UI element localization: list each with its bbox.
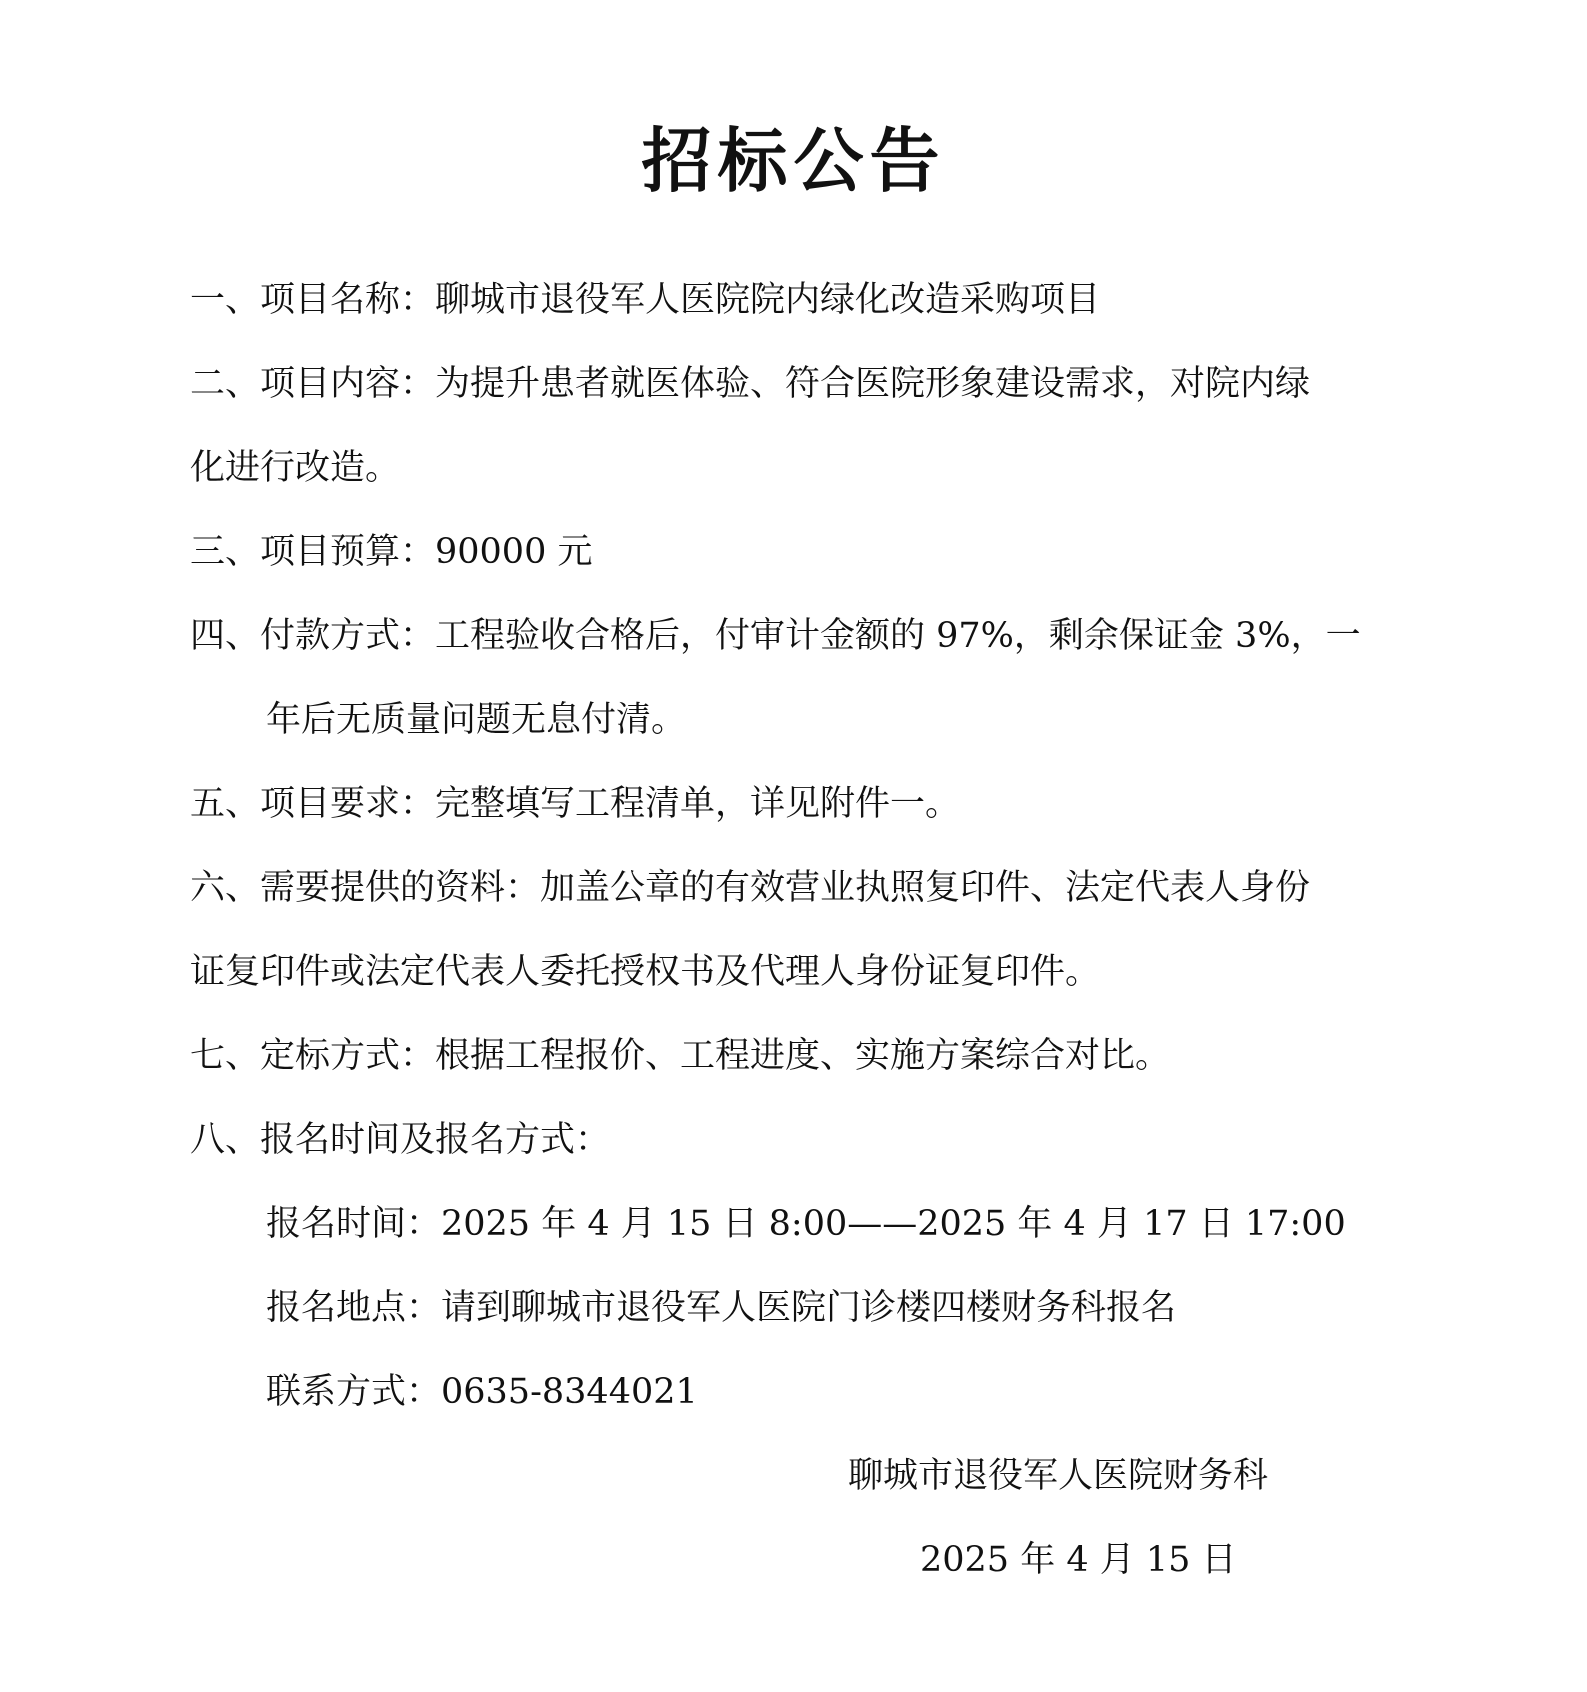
section-project-content-line1: 二、项目内容：为提升患者就医体验、符合医院形象建设需求，对院内绿 xyxy=(190,364,1311,404)
signature-organization: 聊城市退役军人医院财务科 xyxy=(848,1456,1269,1496)
section-award-method: 七、定标方式：根据工程报价、工程进度、实施方案综合对比。 xyxy=(190,1036,1171,1076)
registration-place: 报名地点：请到聊城市退役军人医院门诊楼四楼财务科报名 xyxy=(266,1288,1177,1328)
section-project-requirements: 五、项目要求：完整填写工程清单，详见附件一。 xyxy=(190,784,961,824)
section-required-materials-line1: 六、需要提供的资料：加盖公章的有效营业执照复印件、法定代表人身份 xyxy=(190,868,1311,908)
registration-contact: 联系方式：0635-8344021 xyxy=(266,1372,698,1412)
section-required-materials-line2: 证复印件或法定代表人委托授权书及代理人身份证复印件。 xyxy=(190,952,1101,992)
section-payment-method-line2: 年后无质量问题无息付清。 xyxy=(266,700,687,740)
section-project-budget: 三、项目预算：90000 元 xyxy=(190,532,593,572)
section-project-name: 一、项目名称：聊城市退役军人医院院内绿化改造采购项目 xyxy=(190,280,1101,320)
section-payment-method-line1: 四、付款方式：工程验收合格后，付审计金额的 97%，剩余保证金 3%，一 xyxy=(190,616,1361,656)
registration-time: 报名时间：2025 年 4 月 15 日 8:00——2025 年 4 月 17 日 17:00 xyxy=(266,1204,1346,1244)
signature-date: 2025 年 4 月 15 日 xyxy=(920,1540,1237,1580)
page-title: 招标公告 xyxy=(641,119,946,202)
section-registration-heading: 八、报名时间及报名方式： xyxy=(190,1120,611,1160)
section-project-content-line2: 化进行改造。 xyxy=(190,448,401,488)
